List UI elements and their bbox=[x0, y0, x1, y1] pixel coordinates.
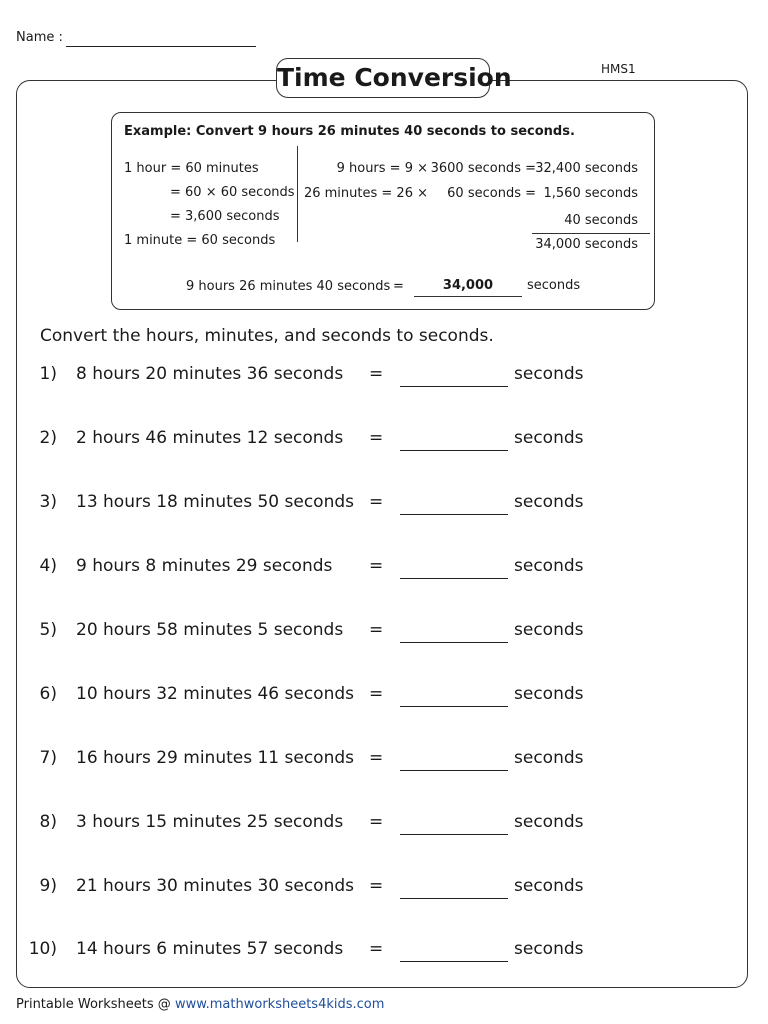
unit-label: seconds bbox=[514, 428, 584, 448]
question-number: 10) bbox=[28, 939, 57, 959]
footer-prefix: Printable Worksheets @ bbox=[16, 997, 175, 1012]
example-left-line: 1 minute = 60 seconds bbox=[124, 233, 276, 248]
example-calc-mid: 3600 seconds = bbox=[430, 161, 536, 176]
example-result-unit: seconds bbox=[527, 278, 581, 293]
equals-sign: = bbox=[369, 428, 384, 448]
name-label: Name : bbox=[16, 30, 63, 45]
example-calc-extra: 40 seconds bbox=[564, 213, 638, 228]
question-text: 8 hours 20 minutes 36 seconds bbox=[76, 364, 344, 384]
example-result-equals: = bbox=[393, 279, 404, 294]
question-text: 10 hours 32 minutes 46 seconds bbox=[76, 684, 355, 704]
example-result-line bbox=[414, 296, 522, 297]
answer-blank[interactable] bbox=[400, 961, 508, 962]
example-calc-mid: 60 seconds = bbox=[447, 186, 536, 201]
unit-label: seconds bbox=[514, 556, 584, 576]
answer-blank[interactable] bbox=[400, 450, 508, 451]
answer-blank[interactable] bbox=[400, 578, 508, 579]
question-text: 2 hours 46 minutes 12 seconds bbox=[76, 428, 344, 448]
example-heading: Example: Convert 9 hours 26 minutes 40 seconds to seconds. bbox=[124, 124, 575, 139]
question-text: 21 hours 30 minutes 30 seconds bbox=[76, 876, 355, 896]
answer-blank[interactable] bbox=[400, 706, 508, 707]
equals-sign: = bbox=[369, 684, 384, 704]
name-blank[interactable] bbox=[66, 46, 256, 47]
equals-sign: = bbox=[369, 556, 384, 576]
question-number: 4) bbox=[39, 556, 57, 576]
equals-sign: = bbox=[369, 812, 384, 832]
question-row bbox=[0, 876, 768, 906]
answer-blank[interactable] bbox=[400, 834, 508, 835]
example-calc-right: 1,560 seconds bbox=[543, 186, 638, 201]
unit-label: seconds bbox=[514, 492, 584, 512]
example-left-line: = 60 × 60 seconds bbox=[170, 185, 295, 200]
equals-sign: = bbox=[369, 620, 384, 640]
equals-sign: = bbox=[369, 492, 384, 512]
example-left-line: 1 hour = 60 minutes bbox=[124, 161, 259, 176]
equals-sign: = bbox=[369, 876, 384, 896]
question-row bbox=[0, 620, 768, 650]
footer-link[interactable]: www.mathworksheets4kids.com bbox=[174, 997, 385, 1012]
equals-sign: = bbox=[369, 364, 384, 384]
question-text: 9 hours 8 minutes 29 seconds bbox=[76, 556, 333, 576]
question-number: 2) bbox=[39, 428, 57, 448]
answer-blank[interactable] bbox=[400, 514, 508, 515]
unit-label: seconds bbox=[514, 939, 584, 959]
footer bbox=[16, 997, 384, 1012]
question-text: 3 hours 15 minutes 25 seconds bbox=[76, 812, 344, 832]
question-row bbox=[0, 812, 768, 842]
question-number: 5) bbox=[39, 620, 57, 640]
question-number: 3) bbox=[39, 492, 57, 512]
answer-blank[interactable] bbox=[400, 386, 508, 387]
question-text: 14 hours 6 minutes 57 seconds bbox=[76, 939, 344, 959]
question-number: 6) bbox=[39, 684, 57, 704]
instruction-text: Convert the hours, minutes, and seconds to seconds. bbox=[40, 326, 494, 346]
unit-label: seconds bbox=[514, 876, 584, 896]
answer-blank[interactable] bbox=[400, 642, 508, 643]
example-calc-left: 26 minutes = 26 × bbox=[303, 186, 428, 201]
question-text: 13 hours 18 minutes 50 seconds bbox=[76, 492, 355, 512]
equals-sign: = bbox=[369, 748, 384, 768]
example-result-label: 9 hours 26 minutes 40 seconds bbox=[186, 279, 391, 294]
unit-label: seconds bbox=[514, 684, 584, 704]
answer-blank[interactable] bbox=[400, 770, 508, 771]
example-calc-total: 34,000 seconds bbox=[535, 237, 638, 252]
unit-label: seconds bbox=[514, 620, 584, 640]
question-row bbox=[0, 364, 768, 394]
question-number: 1) bbox=[39, 364, 57, 384]
unit-label: seconds bbox=[514, 364, 584, 384]
example-calc-left: 9 hours = 9 × bbox=[336, 161, 428, 176]
question-number: 9) bbox=[39, 876, 57, 896]
example-result-value: 34,000 bbox=[442, 278, 494, 293]
equals-sign: = bbox=[369, 939, 384, 959]
question-row bbox=[0, 939, 768, 969]
answer-blank[interactable] bbox=[400, 898, 508, 899]
page-title: Time Conversion bbox=[276, 58, 490, 98]
question-number: 7) bbox=[39, 748, 57, 768]
question-row bbox=[0, 556, 768, 586]
question-text: 16 hours 29 minutes 11 seconds bbox=[76, 748, 355, 768]
question-row bbox=[0, 684, 768, 714]
worksheet-code: HMS1 bbox=[601, 62, 636, 76]
question-text: 20 hours 58 minutes 5 seconds bbox=[76, 620, 344, 640]
example-divider bbox=[297, 146, 298, 242]
question-number: 8) bbox=[39, 812, 57, 832]
question-row bbox=[0, 428, 768, 458]
example-left-line: = 3,600 seconds bbox=[170, 209, 280, 224]
question-row bbox=[0, 748, 768, 778]
example-sum-line bbox=[532, 233, 650, 234]
unit-label: seconds bbox=[514, 748, 584, 768]
example-calc-right: 32,400 seconds bbox=[535, 161, 638, 176]
question-row bbox=[0, 492, 768, 522]
unit-label: seconds bbox=[514, 812, 584, 832]
